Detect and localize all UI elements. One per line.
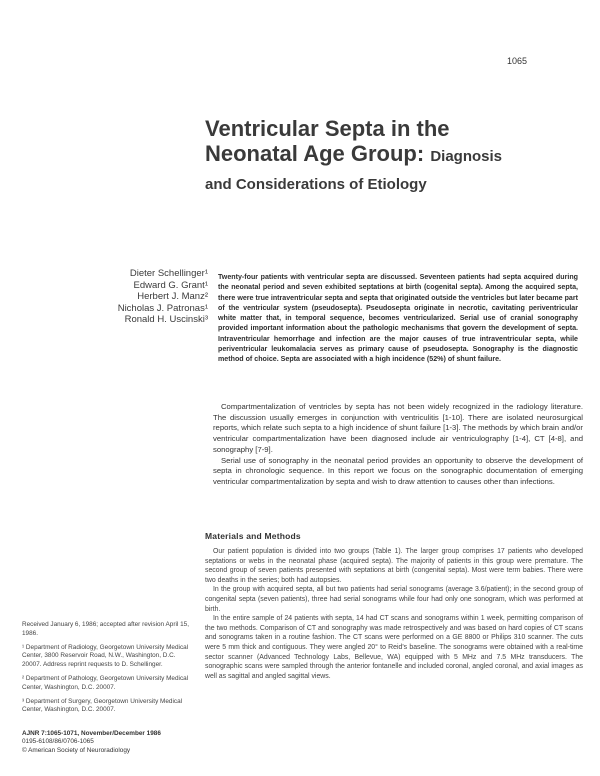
author-list [80,268,208,326]
footnote-received: Received January 6, 1986; accepted after revision April 15, 1986. [22,621,189,637]
author: Herbert J. Manz² [137,291,208,302]
issn: 0195-6108/86/0706-1065 [22,738,94,746]
materials-methods [205,547,583,681]
title-line-3: and Considerations of Etiology [205,176,427,193]
title-line-2-main: Neonatal Age Group: [205,141,425,166]
abstract: Twenty-four patients with ventricular septa are discussed. Seventeen patients had septa acquired during the neonatal period and seven exhibited septations at birth (cogenital septa). Among the acquired septa, there were true intraventricular septa and septa that originated outside the ventricles but later became part of the ventricular system (pseudosepta). Pseudosepta originate in necrotic, cavitating periventricular white matter that, in temporal sequence, becomes ventricularized. Serial use of cranial sonography provided important information about the pathologic mechanisms that govern the development of septa. Intraventricular hemorrhage and infection are the major causes of true intraventricular septa, while periventricular leukomalacia serves as primary cause of pseudosepta. Sonography is the diagnostic method of choice. Septa are associated with a high incidence (52%) of shunt failure. [218,273,578,364]
article-title [205,116,595,198]
author: Ronald H. Uscinski³ [124,314,208,325]
methods-paragraph: In the entire sample of 24 patients with septa, 14 had CT scans and sonograms within 1 week, permitting comparison of the two methods. Comparison of CT and sonography was made retrospectively and was based on hard copies of CT scans and sonograms taken in a routine fashion. The CT scans were performed on a GE 8800 or Philips 310 scanner. The cuts were 5 mm thick and contiguous. They were angled 20° to Reid's baseline. The sonograms were obtained with a real-time sector scanner (Advanced Technology Labs, Bellevue, WA) equipped with 5 MHz and 7.5 MHz transducers. The sonographic scans were sampled through the anterior fontanelle and included coronal, angled coronal, and axial images as well as sagittal and angled sagittal views. [205,615,583,680]
copyright: © American Society of Neuroradiology [22,746,131,754]
author: Edward G. Grant¹ [133,279,208,291]
footnote-affiliation: ³ Department of Surgery, Georgetown University Medical Center, Washington, D.C. 20007. [22,697,183,714]
title-line-2 [205,141,595,169]
title-line-1: Ventricular Septa in the [205,116,450,141]
footnote-affiliation: ² Department of Pathology, Georgetown University Medical Center, Washington, D.C. 20007. [22,674,189,691]
intro-paragraph: Compartmentalization of ventricles by septa has not been widely recognized in the radiology literature. The discussion usually emerges in conjunction with ventriculitis [1-10]. There are isolated neurosurgical reports, which relate such septa to a high incidence of shunt failure [1-3]. The methods by which brain and/or ventricular compartmentalization have been diagnosed include air ventriculography [1-4], CT [4-8], and sonography [7-9]. [213,402,583,454]
author: Dieter Schellinger¹ [129,268,208,279]
intro-paragraph: Serial use of sonography in the neonatal period provides an opportunity to observe the development of septa in chronologic sequence. In this report we focus on the sonographic documentation of emerging ventricular compartmentalization by septa and wish to draw attention to causes other than infections. [213,455,583,486]
citation [22,730,192,755]
footnotes [22,621,192,720]
section-heading-materials-methods: Materials and Methods [205,531,301,541]
journal-citation: AJNR 7:1065-1071, November/December 1986 [22,730,161,737]
title-line-2-sub: Diagnosis [430,148,503,165]
methods-paragraph: Our patient population is divided into two groups (Table 1). The larger group comprises 17 patients who developed septations or webs in the neonatal phase (acquired septa). The majority of patients in this group were premature. The second group of seven patients presented with septations at birth (congenital septa). Most were term babies. There were two deaths in the series; both had autopsies. [205,548,583,584]
introduction [213,402,583,488]
author: Nicholas J. Patronas¹ [117,302,208,314]
methods-paragraph: In the group with acquired septa, all but two patients had serial sonograms (average 3.6/patient); in the second group of congenital septa (seven patients), three had serial sonograms while four had only one sonogram, which was performed at birth. [205,586,583,613]
footnote-affiliation: ¹ Department of Radiology, Georgetown University Medical Center, 3800 Reservoir Road, N.W., Washington, D.C. 20007. Address reprint requests to D. Schellinger. [22,643,189,669]
page-number: 1065 [507,56,528,66]
